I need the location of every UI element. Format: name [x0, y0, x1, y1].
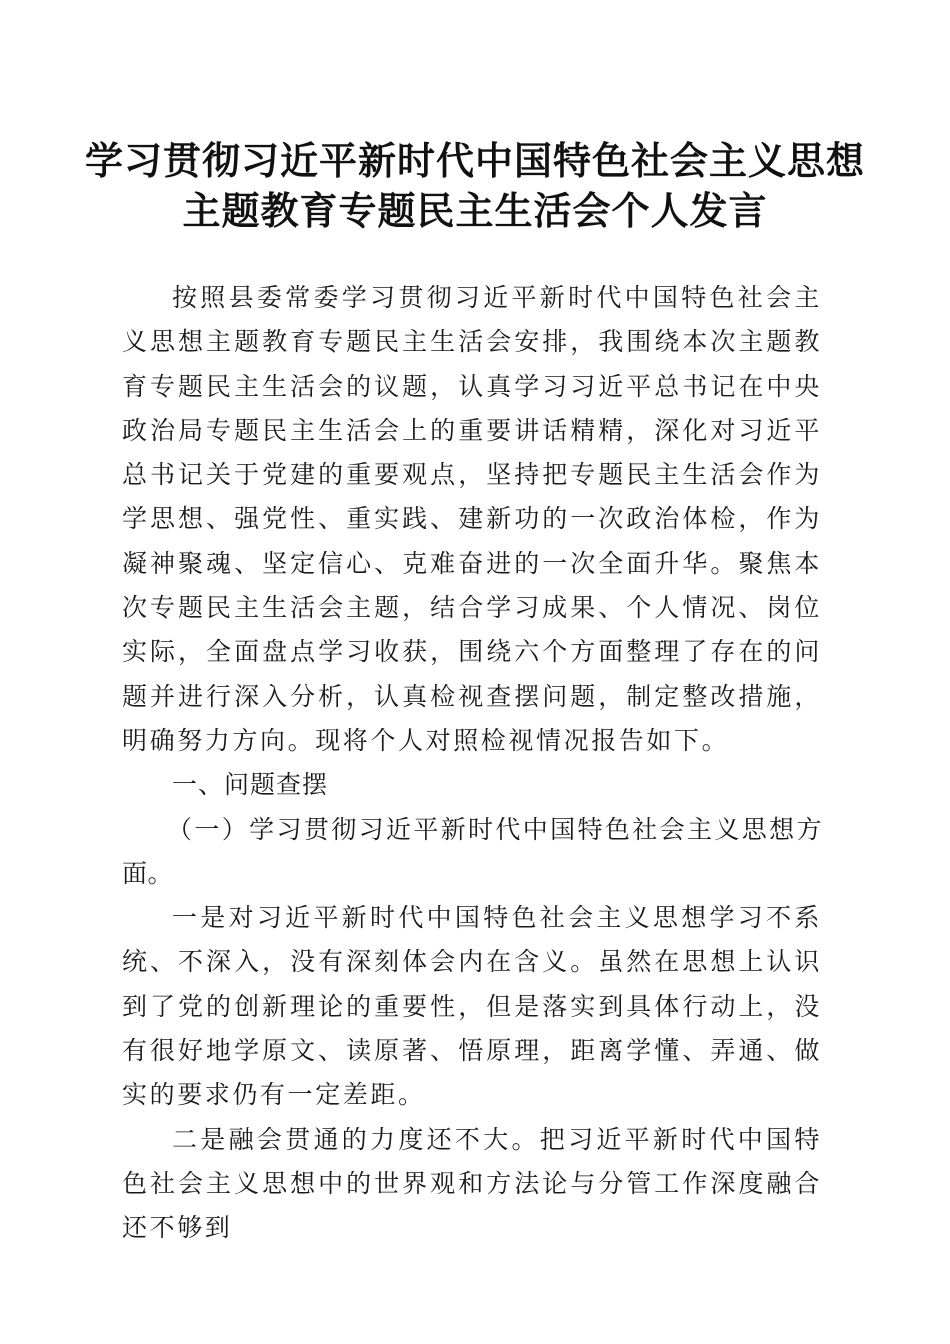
paragraph-point-2: 二是融会贯通的力度还不大。把习近平新时代中国特色社会主义思想中的世界观和方法论与分管工作深度融合还不够到 — [122, 1124, 822, 1243]
section-heading-problems: 一、问题查摆 — [172, 770, 329, 800]
document-body — [122, 276, 822, 1251]
document-title-line-2: 主题教育专题民主生活会个人发言 — [182, 188, 768, 233]
subsection-heading-1: （一）学习贯彻习近平新时代中国特色社会主义思想方面。 — [122, 814, 822, 888]
paragraph-point-1: 一是对习近平新时代中国特色社会主义思想学习不系统、不深入，没有深刻体会内在含义。虽然在思想上认识到了党的创新理论的重要性，但是落实到具体行动上，没有很好地学原文、读原著、悟原理，距离学懂、弄通、做实的要求仍有一定差距。 — [122, 903, 822, 1110]
intro-paragraph: 按照县委常委学习贯彻习近平新时代中国特色社会主义思想主题教育专题民主生活会安排，我围绕本次主题教育专题民主生活会的议题，认真学习习近平总书记在中央政治局专题民主生活会上的重要讲话精精，深化对习近平总书记关于党建的重要观点，坚持把专题民主生活会作为学思想、强党性、重实践、建新功的一次政治体检，作为凝神聚魂、坚定信心、克难奋进的一次全面升华。聚焦本次专题民主生活会主题，结合学习成果、个人情况、岗位实际，全面盘点学习收获，围绕六个方面整理了存在的问题并进行深入分析，认真检视查摆问题，制定整改措施，明确努力方向。现将个人对照检视情况报告如下。 — [122, 283, 822, 755]
document-title-line-1: 学习贯彻习近平新时代中国特色社会主义思想 — [84, 138, 865, 183]
